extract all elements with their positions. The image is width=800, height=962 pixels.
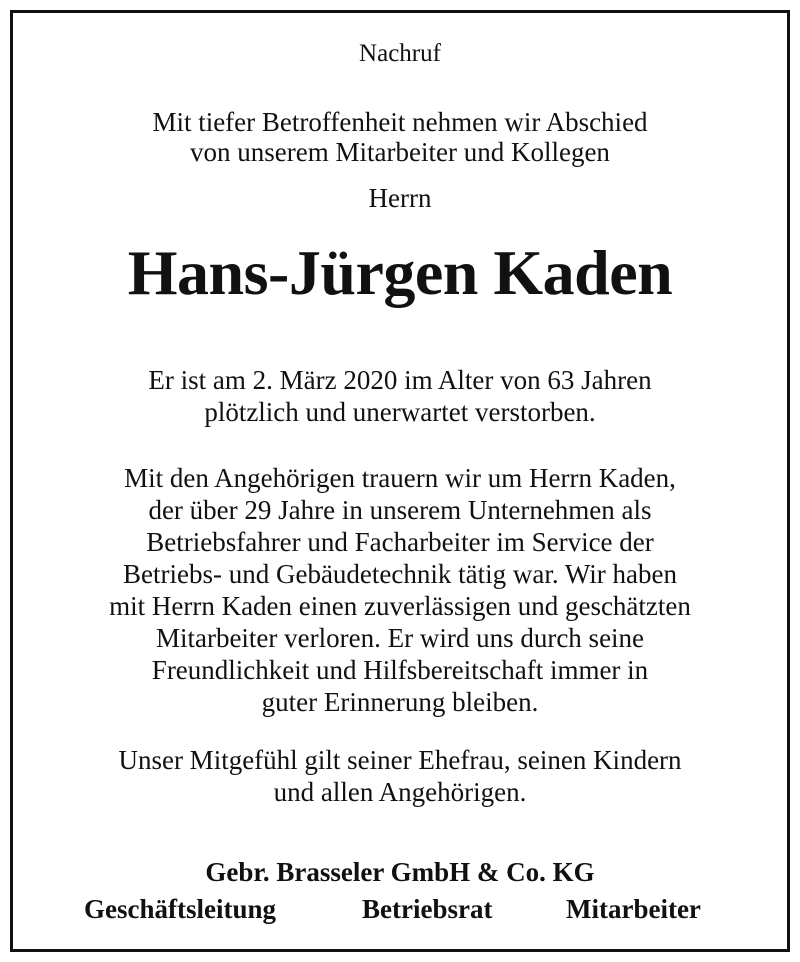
death-line-1: Er ist am 2. März 2020 im Alter von 63 Jahren [148, 365, 652, 395]
sympathy-line-1: Unser Mitgefühl gilt seiner Ehefrau, seinen Kindern [118, 745, 682, 775]
signatory-management: Geschäftsleitung [84, 894, 276, 924]
tribute-line-2: der über 29 Jahre in unserem Unternehmen als [148, 495, 652, 525]
notice-heading: Nachruf [359, 40, 441, 67]
sympathy-line-2: und allen Angehörigen. [273, 777, 527, 807]
salutation: Herrn [368, 183, 432, 213]
signatory-employees: Mitarbeiter [566, 894, 701, 924]
intro-line-1: Mit tiefer Betroffenheit nehmen wir Abschied [152, 107, 648, 137]
tribute-line-8: guter Erinnerung bleiben. [261, 687, 539, 717]
tribute-line-5: mit Herrn Kaden einen zuverlässigen und geschätzten [109, 591, 691, 621]
tribute-line-4: Betriebs- und Gebäudetechnik tätig war. Wir haben [123, 559, 677, 589]
intro-line-2: von unserem Mitarbeiter und Kollegen [190, 137, 610, 167]
tribute-line-1: Mit den Angehörigen trauern wir um Herrn Kaden, [124, 463, 676, 493]
signatory-works-council: Betriebsrat [362, 894, 493, 924]
deceased-name: Hans-Jürgen Kaden [127, 237, 673, 308]
tribute-line-7: Freundlichkeit und Hilfsbereitschaft immer in [151, 655, 649, 685]
tribute-line-6: Mitarbeiter verloren. Er wird uns durch seine [155, 623, 645, 653]
tribute-line-3: Betriebsfahrer und Facharbeiter im Service der [146, 527, 654, 557]
death-line-2: plötzlich und unerwartet verstorben. [204, 397, 596, 427]
company-name: Gebr. Brasseler GmbH & Co. KG [205, 857, 595, 887]
